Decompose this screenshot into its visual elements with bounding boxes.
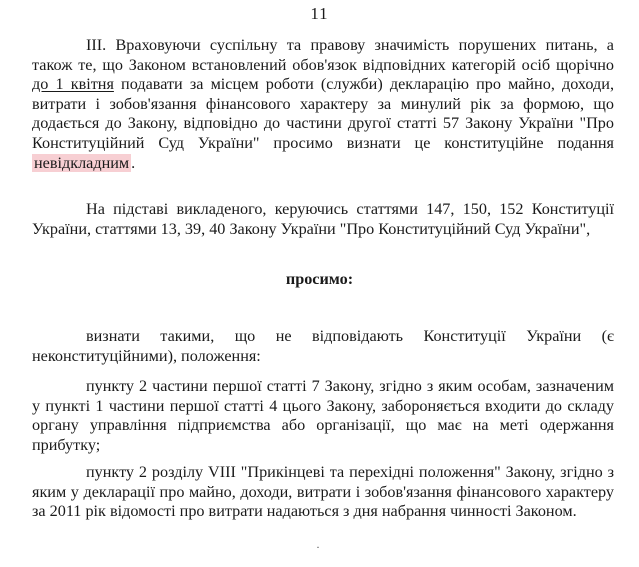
paragraph-text: подавати за місцем роботи (служби) декларацію про майно, доходи, витрати і зобов'язання фінансового характеру за минулий рік за формою, що додається до Закону, відповідно до частини другої статті 57 Закону України "Про Конституційний Суд України" просимо визнати це конституційне подання bbox=[32, 75, 614, 152]
paragraph-urgency-request bbox=[32, 36, 614, 173]
highlighted-word: невідкладним bbox=[34, 153, 130, 172]
heading-request: просимо: bbox=[285, 270, 354, 288]
stray-mark: · bbox=[316, 540, 320, 554]
paragraph-recognize: визнати такими, що не відповідають Конституції України (є неконституційними), положення: bbox=[32, 327, 614, 365]
paragraph-text: . bbox=[131, 153, 136, 172]
page-number: 11 bbox=[310, 4, 329, 23]
deadline-underlined: до 1 квітня bbox=[32, 75, 114, 94]
paragraph-legal-basis: На підставі викладеного, керуючись статтями 147, 150, 152 Конституції України, статтями 13, 39, 40 Закону України "Про Конституційний Суд України", bbox=[32, 200, 614, 238]
paragraph-provision-2: пункту 2 розділу VIII "Прикінцеві та перехідні положення" Закону, згідно з яким у декларації про майно, доходи, витрати і зобов'язання фінансового характеру за 2011 рік відомості про витрати надаються з дня набрання чинності Законом. bbox=[32, 463, 614, 521]
paragraph-provision-1: пункту 2 частини першої статті 7 Закону, згідно з яким особам, зазначеним у пункті 1 частини першої статті 4 цього Закону, забороняється входити до складу органу управління підприємства або організації, що має на меті одержання прибутку; bbox=[32, 377, 614, 454]
paragraph-text: III. Враховуючи суспільну та правову значимість порушених питань, а також те, що Законом встановлений обов'язок відповідних категорій осіб щорічно bbox=[32, 36, 614, 74]
